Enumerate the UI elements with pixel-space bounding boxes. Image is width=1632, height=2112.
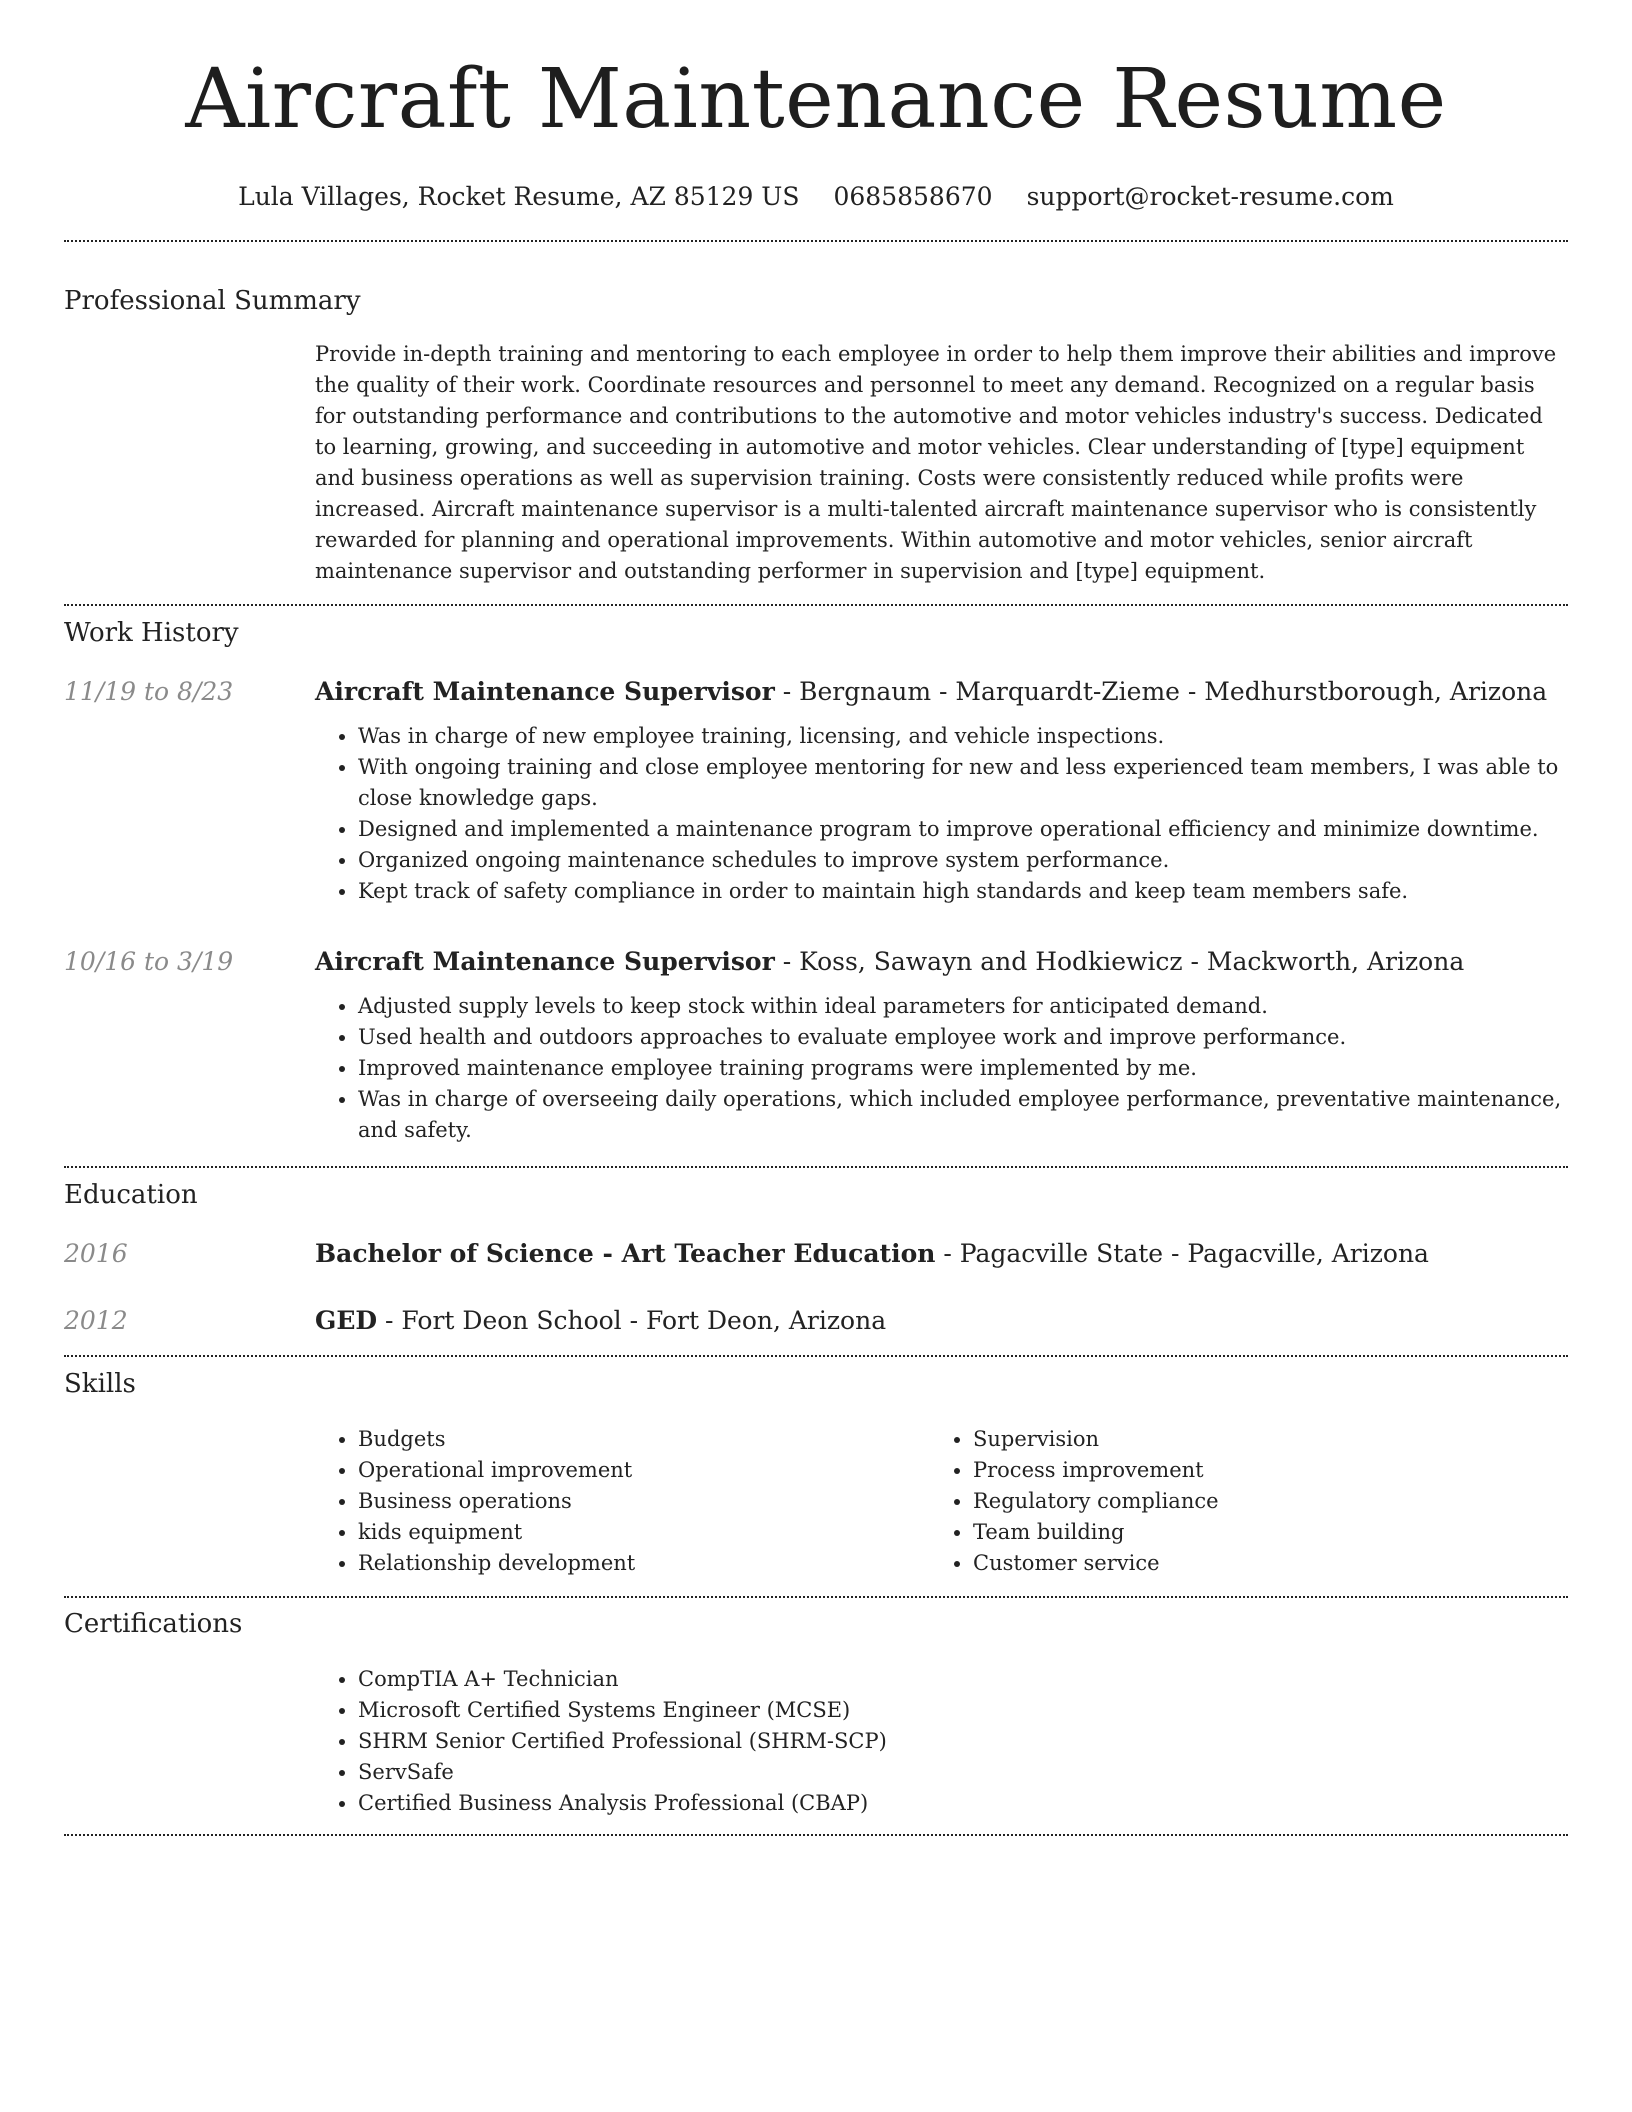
- list-item: • Microsoft Certified Systems Engineer (MCSE): [358, 1695, 1358, 1726]
- summary-section: [64, 285, 1568, 583]
- resume-title: Aircraft Maintenance Resume: [185, 52, 1447, 147]
- list-item: • Improved maintenance employee training programs were implemented by me.: [358, 1053, 1568, 1084]
- job-role: Aircraft Maintenance Supervisor: [315, 947, 775, 976]
- list-item: • Customer service: [973, 1548, 1573, 1579]
- job-title: [315, 677, 1568, 707]
- section-heading: Professional Summary: [64, 286, 361, 316]
- list-item: • Certified Business Analysis Professional (CBAP): [358, 1788, 1358, 1819]
- education-year: 2012: [64, 1306, 128, 1335]
- skills-list-right: [930, 1424, 1573, 1579]
- list-item: • SHRM Senior Certified Professional (SHRM-SCP): [358, 1726, 1358, 1757]
- list-item: • Process improvement: [973, 1455, 1573, 1486]
- list-item: • ServSafe: [358, 1757, 1358, 1788]
- address: Lula Villages, Rocket Resume, AZ 85129 US: [238, 182, 800, 211]
- education-degree: Bachelor of Science - Art Teacher Education: [315, 1239, 936, 1268]
- education-year: 2016: [64, 1239, 128, 1268]
- list-item: • Regulatory compliance: [973, 1486, 1573, 1517]
- skills-list-left: [315, 1424, 958, 1579]
- list-item: • Used health and outdoors approaches to evaluate employee work and improve performance.: [358, 1022, 1568, 1053]
- job-dates: 11/19 to 8/23: [64, 677, 234, 706]
- divider: [64, 240, 1568, 242]
- list-item: • Kept track of safety compliance in order to maintain high standards and keep team members safe.: [358, 876, 1568, 907]
- education-title: [315, 1239, 1568, 1269]
- divider: [64, 1166, 1568, 1168]
- list-item: • CompTIA A+ Technician: [358, 1664, 1358, 1695]
- skills-section: [64, 1368, 1568, 1575]
- job-employer: - Bergnaum - Marquardt-Zieme - Medhurstborough, Arizona: [774, 677, 1548, 706]
- list-item: • Supervision: [973, 1424, 1573, 1455]
- list-item: • Team building: [973, 1517, 1573, 1548]
- education-school: - Fort Deon School - Fort Deon, Arizona: [377, 1306, 887, 1335]
- section-heading: Certifications: [64, 1609, 243, 1639]
- list-item: • Operational improvement: [358, 1455, 958, 1486]
- section-heading: Skills: [64, 1369, 136, 1399]
- education-title: [315, 1306, 1568, 1336]
- list-item: • Was in charge of new employee training, licensing, and vehicle inspections.: [358, 721, 1568, 752]
- divider: [64, 1596, 1568, 1598]
- list-item: • Adjusted supply levels to keep stock within ideal parameters for anticipated demand.: [358, 991, 1568, 1022]
- list-item: • kids equipment: [358, 1517, 958, 1548]
- certifications-section: [64, 1608, 1568, 1815]
- job-title: [315, 947, 1568, 977]
- job-bullets: [315, 991, 1568, 1146]
- section-heading: Education: [64, 1180, 198, 1210]
- section-heading: Work History: [64, 618, 239, 648]
- phone: 0685858670: [833, 182, 993, 211]
- education-section: [64, 1179, 1568, 1335]
- resume-page: [64, 0, 1568, 1815]
- list-item: • Organized ongoing maintenance schedules to improve system performance.: [358, 845, 1568, 876]
- list-item: • With ongoing training and close employee mentoring for new and less experienced team members, I was able to close knowledge gaps.: [358, 752, 1568, 814]
- summary-text: Provide in-depth training and mentoring to each employee in order to help them improve their abilities and improve the quality of their work. Coordinate resources and personnel to meet any demand. Recognized on a regular basis for outstanding performance and contributions to the automotive and motor vehicles industry's success. Dedicated to learning, growing, and succeeding in automotive and motor vehicles. Clear understanding of [type] equipment and business operations as well as supervision training. Costs were consistently reduced while profits were increased. Aircraft maintenance supervisor is a multi-talented aircraft maintenance supervisor who is consistently rewarded for planning and operational improvements. Within automotive and motor vehicles, senior aircraft maintenance supervisor and outstanding performer in supervision and [type] equipment.: [315, 342, 1557, 583]
- list-item: • Relationship development: [358, 1548, 958, 1579]
- contact-line: [64, 182, 1568, 212]
- education-school: - Pagacville State - Pagacville, Arizona: [935, 1239, 1429, 1268]
- divider: [64, 1355, 1568, 1357]
- job-dates: 10/16 to 3/19: [64, 947, 234, 976]
- list-item: • Business operations: [358, 1486, 958, 1517]
- list-item: • Was in charge of overseeing daily operations, which included employee performance, preventative maintenance, and safety.: [358, 1084, 1568, 1146]
- certifications-list: [315, 1664, 1358, 1819]
- email: support@rocket-resume.com: [1026, 182, 1394, 211]
- job-bullets: [315, 721, 1568, 907]
- divider: [64, 604, 1568, 606]
- list-item: • Budgets: [358, 1424, 958, 1455]
- work-history-section: [64, 617, 1568, 1142]
- job-role: Aircraft Maintenance Supervisor: [315, 677, 775, 706]
- list-item: • Designed and implemented a maintenance program to improve operational efficiency and minimize downtime.: [358, 814, 1568, 845]
- job-employer: - Koss, Sawayn and Hodkiewicz - Mackworth, Arizona: [774, 947, 1465, 976]
- education-degree: GED: [315, 1306, 378, 1335]
- divider: [64, 1834, 1568, 1836]
